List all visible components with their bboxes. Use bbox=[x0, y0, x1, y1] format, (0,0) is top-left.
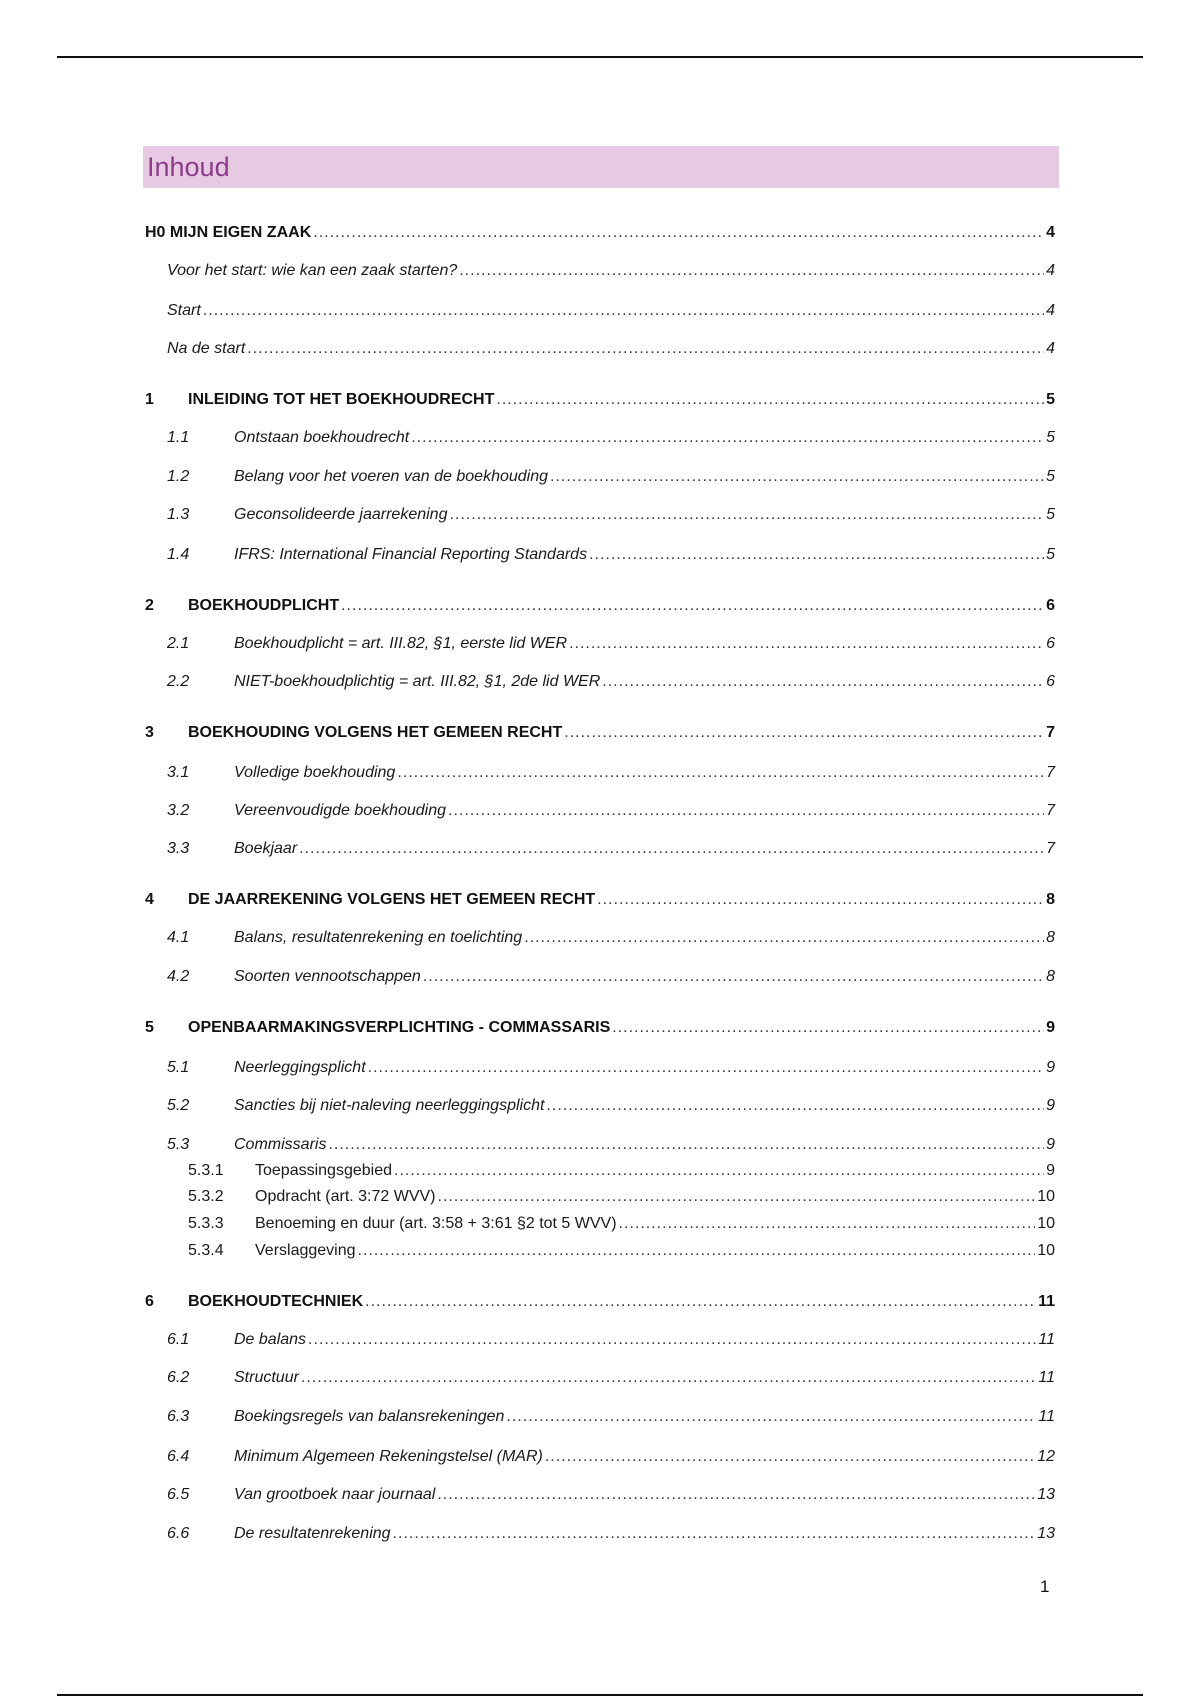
header-rule bbox=[57, 56, 1143, 58]
toc-entry-page: 4 bbox=[1046, 302, 1055, 319]
dot-leader bbox=[437, 1486, 1035, 1504]
toc-entry-label: Toepassingsgebied bbox=[255, 1162, 392, 1179]
dot-leader bbox=[393, 1525, 1036, 1543]
dot-leader bbox=[411, 429, 1044, 447]
dot-leader bbox=[546, 1097, 1044, 1115]
toc-entry[interactable] bbox=[167, 1369, 1055, 1387]
toc-entry-page: 4 bbox=[1046, 340, 1055, 357]
dot-leader bbox=[308, 1331, 1036, 1349]
toc-entry[interactable] bbox=[167, 1331, 1055, 1349]
toc-entry[interactable] bbox=[167, 340, 1055, 358]
toc-entry-label: H0 MIJN EIGEN ZAAK bbox=[145, 224, 312, 241]
dot-leader bbox=[313, 224, 1044, 242]
toc-entry-page: 6 bbox=[1046, 635, 1055, 652]
toc-entry-label: Opdracht (art. 3:72 WVV) bbox=[255, 1188, 436, 1205]
toc-entry-number: 5.3.2 bbox=[188, 1188, 224, 1205]
toc-entry-page: 5 bbox=[1046, 506, 1055, 523]
toc-entry-label: Vereenvoudigde boekhouding bbox=[234, 802, 447, 819]
dot-leader bbox=[203, 302, 1044, 320]
toc-entry-label: OPENBAARMAKINGSVERPLICHTING - COMMASSARIS bbox=[188, 1019, 611, 1036]
toc-entry-page: 9 bbox=[1046, 1162, 1055, 1179]
dot-leader bbox=[328, 1136, 1044, 1154]
toc-entry[interactable] bbox=[167, 840, 1055, 858]
toc-entry-number: 1 bbox=[145, 391, 154, 408]
toc-entry-label: Volledige boekhouding bbox=[234, 764, 396, 781]
toc-entry-label: Belang voor het voeren van de boekhouding bbox=[234, 468, 549, 485]
toc-entry-page: 7 bbox=[1046, 840, 1055, 857]
toc-entry-page: 9 bbox=[1046, 1097, 1055, 1114]
toc-entry-number: 6.2 bbox=[167, 1369, 190, 1386]
toc-entry-label: Start bbox=[167, 302, 201, 319]
toc-entry[interactable] bbox=[167, 302, 1055, 320]
toc-entry-number: 6.3 bbox=[167, 1408, 190, 1425]
toc-entry[interactable] bbox=[145, 391, 1055, 409]
dot-leader bbox=[524, 929, 1044, 947]
toc-entry-page: 12 bbox=[1037, 1448, 1055, 1465]
toc-entry[interactable] bbox=[167, 1408, 1055, 1426]
toc-entry-page: 7 bbox=[1046, 764, 1055, 781]
toc-entry-page: 9 bbox=[1046, 1019, 1055, 1036]
toc-entry[interactable] bbox=[188, 1188, 1055, 1206]
toc-entry-number: 5.3.1 bbox=[188, 1162, 224, 1179]
toc-entry-page: 6 bbox=[1046, 597, 1055, 614]
toc-entry-number: 6.6 bbox=[167, 1525, 190, 1542]
toc-entry-number: 6 bbox=[145, 1293, 154, 1310]
toc-entry[interactable] bbox=[145, 597, 1055, 615]
toc-entry[interactable] bbox=[167, 506, 1055, 524]
toc-entry-number: 5.1 bbox=[167, 1059, 190, 1076]
toc-entry[interactable] bbox=[167, 764, 1055, 782]
dot-leader bbox=[365, 1293, 1036, 1311]
toc-entry[interactable] bbox=[167, 635, 1055, 653]
toc-entry-page: 5 bbox=[1046, 468, 1055, 485]
toc-entry-label: Boekjaar bbox=[234, 840, 298, 857]
toc-entry-label: Boekingsregels van balansrekeningen bbox=[234, 1408, 505, 1425]
dot-leader bbox=[569, 635, 1044, 653]
toc-entry[interactable] bbox=[145, 1019, 1055, 1037]
toc-entry-page: 8 bbox=[1046, 891, 1055, 908]
toc-entry-page: 10 bbox=[1037, 1215, 1055, 1232]
toc-entry-number: 5 bbox=[145, 1019, 154, 1036]
toc-entry-page: 8 bbox=[1046, 968, 1055, 985]
toc-entry-label: Neerleggingsplicht bbox=[234, 1059, 366, 1076]
toc-entry[interactable] bbox=[167, 1136, 1055, 1154]
toc-entry-label: Structuur bbox=[234, 1369, 299, 1386]
toc-entry-number: 5.3 bbox=[167, 1136, 190, 1153]
toc-entry-page: 11 bbox=[1038, 1369, 1055, 1386]
toc-entry-label: Sancties bij niet-naleving neerleggingsplicht bbox=[234, 1097, 545, 1114]
dot-leader bbox=[394, 1162, 1044, 1180]
toc-entry-number: 6.4 bbox=[167, 1448, 190, 1465]
toc-entry-label: Commissaris bbox=[234, 1136, 327, 1153]
toc-entry-label: INLEIDING TOT HET BOEKHOUDRECHT bbox=[188, 391, 495, 408]
toc-entry-number: 1.2 bbox=[167, 468, 190, 485]
dot-leader bbox=[459, 262, 1044, 280]
dot-leader bbox=[368, 1059, 1044, 1077]
toc-entry-number: 3 bbox=[145, 724, 154, 741]
toc-entry-number: 1.4 bbox=[167, 546, 190, 563]
toc-entry-number: 5.2 bbox=[167, 1097, 190, 1114]
toc-entry-page: 5 bbox=[1046, 546, 1055, 563]
page-number: 1 bbox=[1040, 1577, 1050, 1596]
toc-entry-number: 1.1 bbox=[167, 429, 190, 446]
toc-entry-page: 8 bbox=[1046, 929, 1055, 946]
toc-entry-page: 10 bbox=[1037, 1188, 1055, 1205]
toc-entry-page: 9 bbox=[1046, 1136, 1055, 1153]
toc-entry-label: BOEKHOUDING VOLGENS HET GEMEEN RECHT bbox=[188, 724, 563, 741]
dot-leader bbox=[597, 891, 1044, 909]
toc-entry[interactable] bbox=[188, 1215, 1055, 1233]
toc-entry-label: Geconsolideerde jaarrekening bbox=[234, 506, 448, 523]
toc-entry-page: 10 bbox=[1037, 1242, 1055, 1259]
toc-entry-label: DE JAARREKENING VOLGENS HET GEMEEN RECHT bbox=[188, 891, 596, 908]
toc-entry[interactable] bbox=[167, 802, 1055, 820]
dot-leader bbox=[299, 840, 1044, 858]
toc-entry[interactable] bbox=[145, 1293, 1055, 1311]
toc-entry-label: Na de start bbox=[167, 340, 246, 357]
toc-entry-label: Ontstaan boekhoudrecht bbox=[234, 429, 410, 446]
toc-entry-number: 4.1 bbox=[167, 929, 190, 946]
toc-entry-label: Soorten vennootschappen bbox=[234, 968, 421, 985]
toc-entry-page: 4 bbox=[1046, 224, 1055, 241]
footer-rule bbox=[57, 1694, 1143, 1696]
dot-leader bbox=[602, 673, 1044, 691]
toc-entry-page: 6 bbox=[1046, 673, 1055, 690]
toc-entry[interactable] bbox=[167, 673, 1055, 691]
toc-entry[interactable] bbox=[188, 1242, 1055, 1260]
toc-entry[interactable] bbox=[167, 1525, 1055, 1543]
toc-entry-label: Balans, resultatenrekening en toelichting bbox=[234, 929, 523, 946]
toc-entry-number: 2.1 bbox=[167, 635, 190, 652]
toc-entry-number: 3.1 bbox=[167, 764, 190, 781]
toc-entry[interactable] bbox=[145, 891, 1055, 909]
toc-entry-label: Boekhoudplicht = art. III.82, §1, eerste lid WER bbox=[234, 635, 568, 652]
toc-entry[interactable] bbox=[167, 968, 1055, 986]
toc-entry-page: 11 bbox=[1038, 1408, 1055, 1425]
toc-entry-number: 6.1 bbox=[167, 1331, 190, 1348]
dot-leader bbox=[449, 506, 1044, 524]
toc-entry-page: 7 bbox=[1046, 724, 1055, 741]
toc-entry-page: 11 bbox=[1038, 1331, 1055, 1348]
toc-entry-number: 2 bbox=[145, 597, 154, 614]
toc-entry-label: Voor het start: wie kan een zaak starten? bbox=[167, 262, 458, 279]
toc-entry[interactable] bbox=[167, 468, 1055, 486]
dot-leader bbox=[496, 391, 1044, 409]
toc-entry-page: 5 bbox=[1046, 429, 1055, 446]
toc-entry-label: BOEKHOUDTECHNIEK bbox=[188, 1293, 364, 1310]
toc-entry[interactable] bbox=[167, 546, 1055, 564]
dot-leader bbox=[550, 468, 1044, 486]
dot-leader bbox=[589, 546, 1044, 564]
toc-entry-label: Verslaggeving bbox=[255, 1242, 356, 1259]
dot-leader bbox=[358, 1242, 1036, 1260]
toc-entry-page: 9 bbox=[1046, 1059, 1055, 1076]
toc-entry-number: 3.2 bbox=[167, 802, 190, 819]
dot-leader bbox=[341, 597, 1044, 615]
toc-entry-label: IFRS: International Financial Reporting Standards bbox=[234, 546, 588, 563]
toc-entry[interactable] bbox=[167, 929, 1055, 947]
dot-leader bbox=[506, 1408, 1036, 1426]
toc-entry-number: 5.3.4 bbox=[188, 1242, 224, 1259]
toc-entry-number: 2.2 bbox=[167, 673, 190, 690]
dot-leader bbox=[397, 764, 1044, 782]
toc-entry[interactable] bbox=[167, 1059, 1055, 1077]
toc-entry-page: 5 bbox=[1046, 391, 1055, 408]
toc-entry[interactable] bbox=[145, 724, 1055, 742]
toc-entry[interactable] bbox=[167, 1097, 1055, 1115]
toc-entry-label: De resultatenrekening bbox=[234, 1525, 391, 1542]
toc-entry-label: Minimum Algemeen Rekeningstelsel (MAR) bbox=[234, 1448, 543, 1465]
toc-entry-page: 7 bbox=[1046, 802, 1055, 819]
toc-entry-number: 1.3 bbox=[167, 506, 190, 523]
dot-leader bbox=[423, 968, 1044, 986]
toc-entry-number: 3.3 bbox=[167, 840, 190, 857]
dot-leader bbox=[545, 1448, 1035, 1466]
toc-entry-label: BOEKHOUDPLICHT bbox=[188, 597, 340, 614]
toc-entry[interactable] bbox=[188, 1162, 1055, 1180]
dot-leader bbox=[564, 724, 1044, 742]
toc-entry-page: 13 bbox=[1037, 1525, 1055, 1542]
toc-entry[interactable] bbox=[167, 262, 1055, 280]
toc-entry-label: Van grootboek naar journaal bbox=[234, 1486, 436, 1503]
toc-entry[interactable] bbox=[167, 1486, 1055, 1504]
toc-entry[interactable] bbox=[167, 429, 1055, 447]
toc-entry-page: 13 bbox=[1037, 1486, 1055, 1503]
dot-leader bbox=[619, 1215, 1036, 1233]
dot-leader bbox=[448, 802, 1044, 820]
dot-leader bbox=[612, 1019, 1044, 1037]
dot-leader bbox=[438, 1188, 1036, 1206]
toc-entry-label: Benoeming en duur (art. 3:58 + 3:61 §2 tot 5 WVV) bbox=[255, 1215, 617, 1232]
dot-leader bbox=[247, 340, 1044, 358]
dot-leader bbox=[301, 1369, 1036, 1387]
toc-entry-number: 5.3.3 bbox=[188, 1215, 224, 1232]
toc-entry-label: NIET-boekhoudplichtig = art. III.82, §1, 2de lid WER bbox=[234, 673, 601, 690]
toc-entry[interactable] bbox=[167, 1448, 1055, 1466]
toc-entry-number: 4 bbox=[145, 891, 154, 908]
toc-entry-page: 11 bbox=[1038, 1293, 1055, 1310]
toc-entry-number: 4.2 bbox=[167, 968, 190, 985]
toc-entry[interactable] bbox=[145, 224, 1055, 242]
toc-entry-page: 4 bbox=[1046, 262, 1055, 279]
toc-entry-number: 6.5 bbox=[167, 1486, 190, 1503]
toc-title: Inhoud bbox=[143, 146, 1059, 188]
toc-entry-label: De balans bbox=[234, 1331, 307, 1348]
